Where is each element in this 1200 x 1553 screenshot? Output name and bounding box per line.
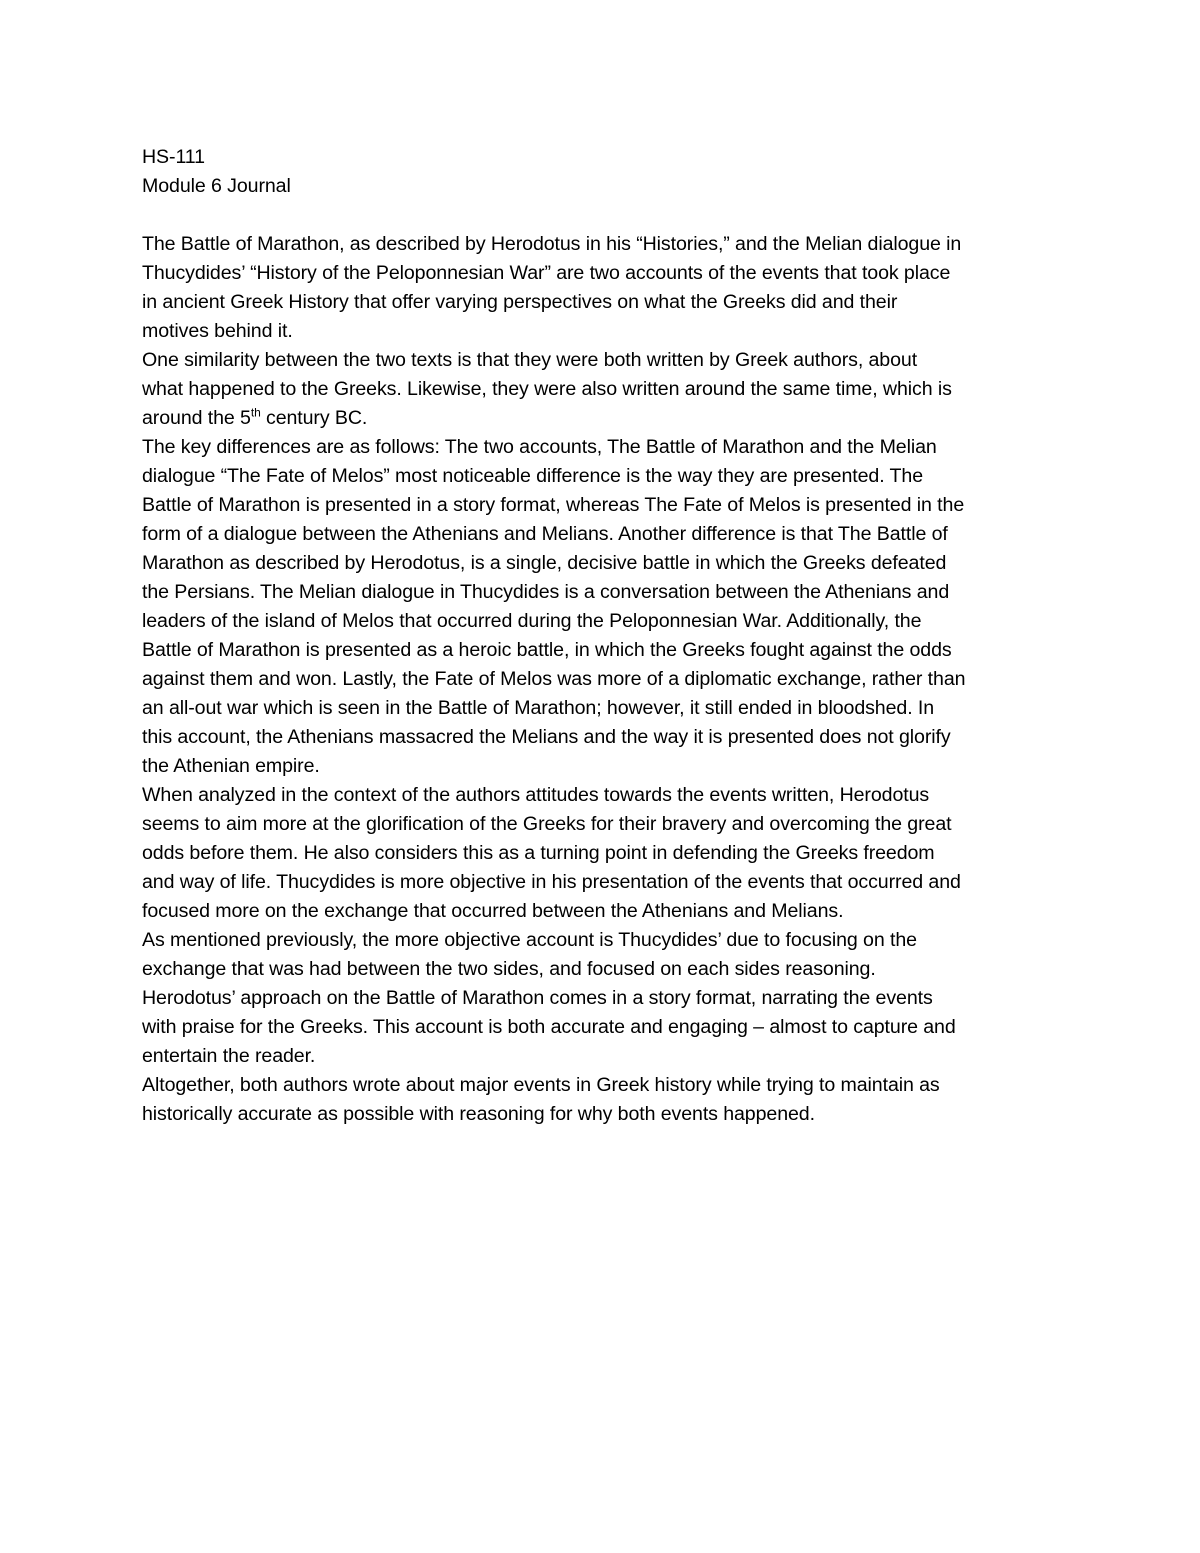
text-line: historically accurate as possible with reasoning for why both events happened.	[142, 1103, 815, 1125]
text-line: Herodotus’ approach on the Battle of Marathon comes in a story format, narrating the events	[142, 987, 933, 1009]
text-line: an all-out war which is seen in the Battle of Marathon; however, it still ended in bloodshed. In	[142, 697, 935, 719]
text-line: what happened to the Greeks. Likewise, they were also written around the same time, which is	[142, 378, 952, 400]
text-line: odds before them. He also considers this as a turning point in defending the Greeks freedom	[142, 842, 935, 864]
paragraph-conclusion	[142, 1071, 1067, 1129]
text-line: leaders of the island of Melos that occurred during the Peloponnesian War. Additionally, the	[142, 610, 922, 632]
text-line: When analyzed in the context of the authors attitudes towards the events written, Herodotus	[142, 784, 930, 806]
text-line: One similarity between the two texts is that they were both written by Greek authors, about	[142, 349, 918, 371]
text-line: against them and won. Lastly, the Fate of Melos was more of a diplomatic exchange, rather than	[142, 668, 966, 690]
paragraph-differences	[142, 433, 1067, 781]
paragraph-attitudes	[142, 781, 1067, 926]
text-line: Battle of Marathon is presented in a story format, whereas The Fate of Melos is presented in the	[142, 494, 965, 516]
text-line: seems to aim more at the glorification of the Greeks for their bravery and overcoming the great	[142, 813, 952, 835]
text-line: in ancient Greek History that offer varying perspectives on what the Greeks did and their	[142, 291, 898, 313]
paragraph-similarity	[142, 346, 1067, 433]
text-line: Battle of Marathon is presented as a heroic battle, in which the Greeks fought against the odds	[142, 639, 952, 661]
century-line	[142, 404, 1067, 433]
text-line: the Athenian empire.	[142, 755, 320, 777]
text-line: Marathon as described by Herodotus, is a single, decisive battle in which the Greeks defeated	[142, 552, 947, 574]
text-line: exchange that was had between the two sides, and focused on each sides reasoning.	[142, 958, 876, 980]
text-line: form of a dialogue between the Athenians and Melians. Another difference is that The Battle of	[142, 523, 948, 545]
century-text-before: around the 5	[142, 407, 251, 429]
text-line: with praise for the Greeks. This account is both accurate and engaging – almost to capture and	[142, 1016, 956, 1038]
assignment-title: Module 6 Journal	[142, 175, 291, 197]
text-line: dialogue “The Fate of Melos” most noticeable difference is the way they are presented. The	[142, 465, 923, 487]
blank-line	[142, 201, 1067, 230]
text-line: As mentioned previously, the more objective account is Thucydides’ due to focusing on the	[142, 929, 917, 951]
text-line: and way of life. Thucydides is more objective in his presentation of the events that occurred and	[142, 871, 961, 893]
text-line: The key differences are as follows: The two accounts, The Battle of Marathon and the Melian	[142, 436, 937, 458]
text-line: Thucydides’ “History of the Peloponnesian War” are two accounts of the events that took place	[142, 262, 951, 284]
century-text-after: century BC.	[260, 407, 368, 429]
text-line: focused more on the exchange that occurred between the Athenians and Melians.	[142, 900, 844, 922]
text-line: The Battle of Marathon, as described by Herodotus in his “Histories,” and the Melian dialogue in	[142, 233, 962, 255]
paragraph-objectivity	[142, 926, 1067, 1071]
text-line: motives behind it.	[142, 320, 293, 342]
course-code: HS-111	[142, 146, 205, 168]
ordinal-superscript: th	[250, 405, 261, 420]
text-line: entertain the reader.	[142, 1045, 316, 1067]
text-line: this account, the Athenians massacred the Melians and the way it is presented does not glorify	[142, 726, 951, 748]
document-body	[142, 143, 1067, 1129]
paragraph-introduction	[142, 230, 1067, 346]
text-line: Altogether, both authors wrote about major events in Greek history while trying to maintain as	[142, 1074, 940, 1096]
text-line: the Persians. The Melian dialogue in Thucydides is a conversation between the Athenians and	[142, 581, 950, 603]
